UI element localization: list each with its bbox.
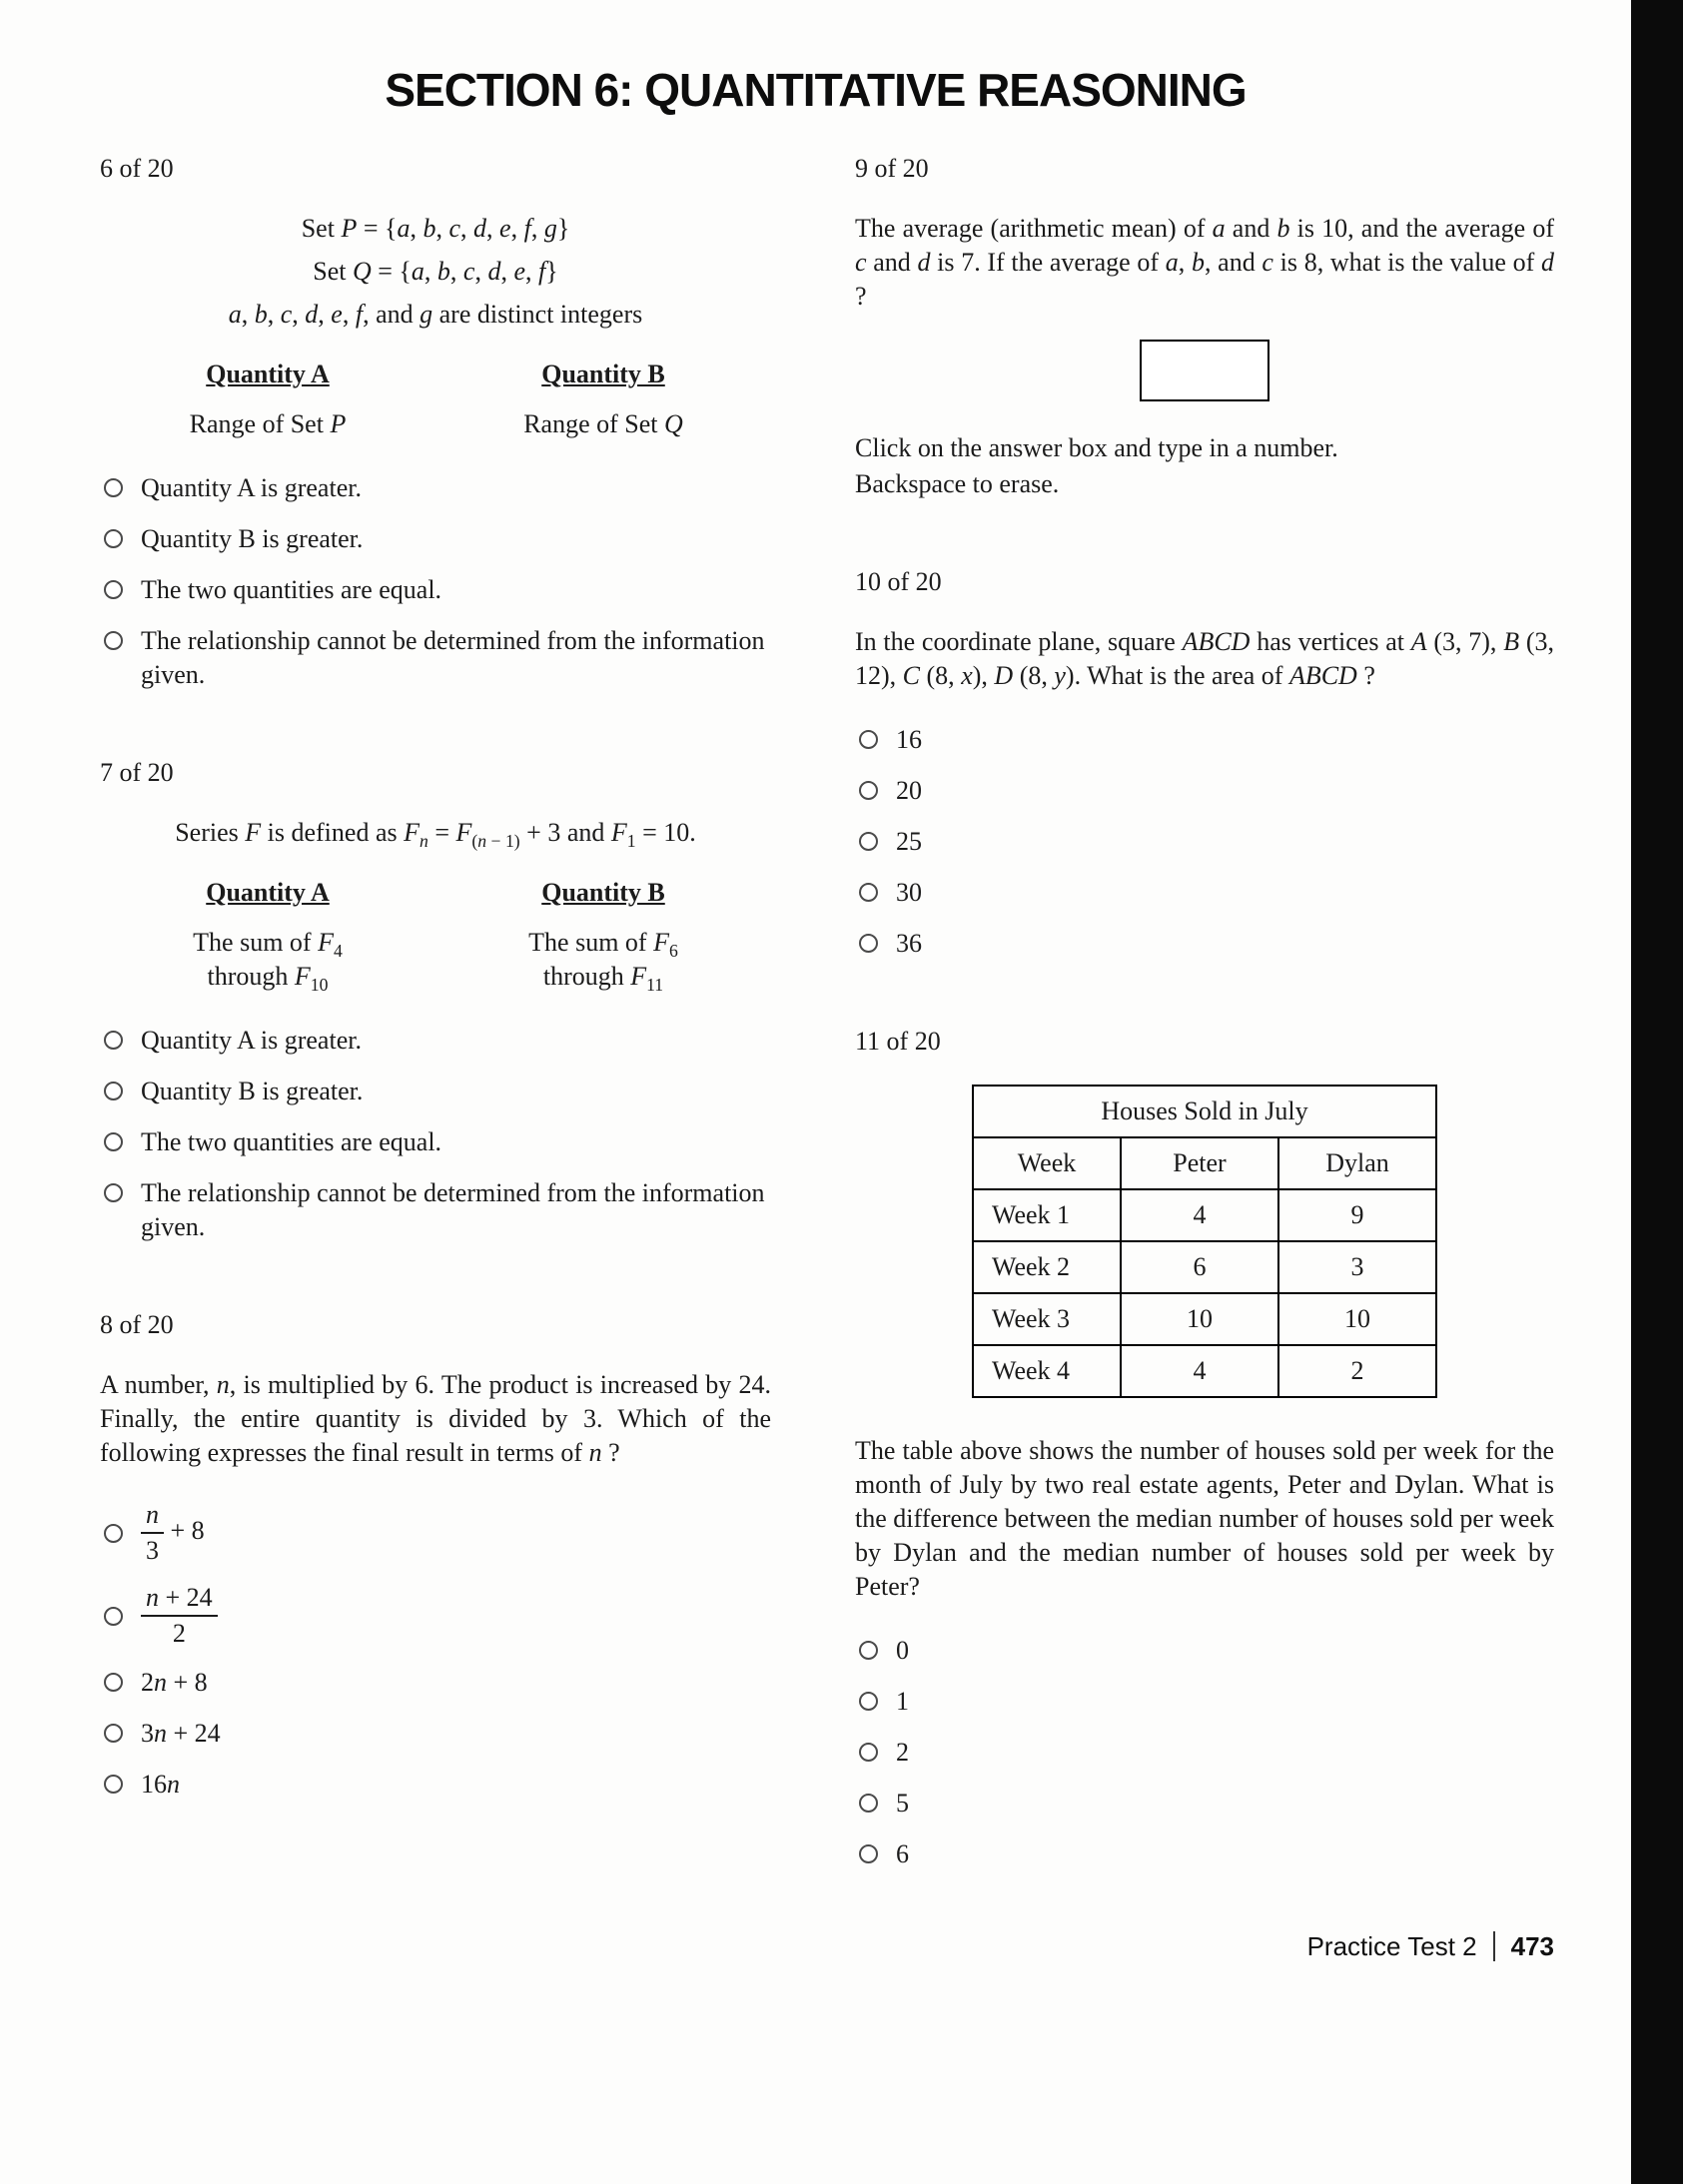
quantity-a-header: Quantity A (206, 878, 330, 907)
quantity-b-value: Range of Set Q (523, 409, 683, 438)
radio-icon[interactable] (859, 781, 878, 800)
answer-option-label: The relationship cannot be determined from the information given. (141, 626, 765, 689)
answer-option-label: Quantity B is greater. (141, 524, 364, 553)
table-cell: Week 1 (973, 1189, 1121, 1241)
answer-option[interactable] (855, 927, 1554, 961)
answer-option[interactable] (100, 1075, 771, 1108)
instruction-line: Click on the answer box and type in a number. (855, 433, 1338, 462)
footer-page-number: 473 (1493, 1931, 1554, 1961)
answer-option-label: 0 (896, 1636, 909, 1665)
table-cell: 4 (1121, 1189, 1278, 1241)
question-number: 6 of 20 (100, 154, 174, 183)
answer-option[interactable] (855, 1787, 1554, 1820)
answer-option-label: 2 (896, 1738, 909, 1767)
radio-icon[interactable] (859, 1794, 878, 1813)
question-11-options (855, 1634, 1554, 1871)
question-6-options (100, 471, 771, 692)
table-row (973, 1345, 1436, 1397)
given-line: Set P = {a, b, c, d, e, f, g} (301, 214, 570, 243)
answer-option-label: 16 (896, 725, 922, 754)
radio-icon[interactable] (859, 934, 878, 953)
table-cell: 9 (1278, 1189, 1436, 1241)
question-6 (100, 152, 771, 692)
radio-icon[interactable] (104, 1082, 123, 1100)
answer-option[interactable] (855, 1837, 1554, 1871)
answer-option[interactable] (855, 774, 1554, 808)
question-9 (855, 152, 1554, 501)
table-cell: Week 4 (973, 1345, 1121, 1397)
footer-label: Practice Test 2 (1306, 1931, 1477, 1961)
quantity-values (100, 926, 771, 994)
radio-icon[interactable] (104, 1183, 123, 1202)
table-col-header-peter: Peter (1121, 1137, 1278, 1189)
radio-icon[interactable] (859, 1641, 878, 1660)
table-row (973, 1241, 1436, 1293)
question-10-options (855, 723, 1554, 961)
page-edge-bar (1631, 0, 1683, 2184)
numeric-answer-box[interactable] (1140, 340, 1269, 401)
answer-option-label: 3n + 24 (141, 1719, 221, 1748)
table-cell: 2 (1278, 1345, 1436, 1397)
houses-sold-table (972, 1085, 1437, 1398)
answer-option[interactable] (100, 1768, 771, 1802)
page-footer (855, 1931, 1554, 1962)
radio-icon[interactable] (104, 1031, 123, 1050)
radio-icon[interactable] (859, 1844, 878, 1863)
answer-option-label: 16n (141, 1770, 180, 1799)
question-7-options (100, 1024, 771, 1244)
quantity-headers (100, 358, 771, 391)
question-11-stem: The table above shows the number of houses sold per week for the month of July by two real estate agents, Peter and Dylan. What is the difference between the median number of houses sold per week by Dylan and the median number of houses sold per week by Peter? (855, 1436, 1554, 1601)
quantity-a-header: Quantity A (206, 360, 330, 388)
table-cell: 6 (1121, 1241, 1278, 1293)
answer-option[interactable] (100, 1666, 771, 1700)
answer-option[interactable] (855, 1736, 1554, 1770)
radio-icon[interactable] (104, 1775, 123, 1794)
answer-option-label: 30 (896, 878, 922, 907)
answer-option-label: 36 (896, 929, 922, 958)
answer-option-label: 5 (896, 1789, 909, 1818)
answer-option[interactable] (855, 825, 1554, 859)
answer-option-label: 6 (896, 1839, 909, 1868)
table-cell: 3 (1278, 1241, 1436, 1293)
answer-option[interactable] (100, 1024, 771, 1058)
question-number: 9 of 20 (855, 154, 929, 183)
instruction-line: Backspace to erase. (855, 469, 1060, 498)
answer-option-label: Quantity A is greater. (141, 473, 362, 502)
radio-icon[interactable] (104, 631, 123, 650)
answer-option-label: Quantity B is greater. (141, 1077, 364, 1105)
question-10 (855, 565, 1554, 961)
answer-option[interactable] (855, 1634, 1554, 1668)
answer-option[interactable] (100, 522, 771, 556)
radio-icon[interactable] (104, 478, 123, 497)
question-7-stem: Series F is defined as $F_n = F_{(n - 1)} + 3$ and $F_1 = 10$. (175, 818, 696, 852)
question-9-stem: The average (arithmetic mean) of a and b is 10, and the average of c and d is 7. If the average of a, b, and c is 8, what is the value of d ? (855, 214, 1555, 311)
question-10-stem: In the coordinate plane, square ABCD has vertices at A (3, 7), B (3, 12), C (8, x), D (8, y). What is the area of ABCD ? (855, 627, 1554, 690)
radio-icon[interactable] (104, 1724, 123, 1743)
answer-option[interactable] (100, 624, 771, 692)
left-column (100, 152, 771, 1865)
table-col-header-week: Week (973, 1137, 1121, 1189)
answer-option[interactable] (855, 1685, 1554, 1719)
question-number: 7 of 20 (100, 758, 174, 787)
quantity-a-value: The sum of $F_4$ through $F_{10}$ (193, 928, 343, 996)
answer-option[interactable] (100, 1125, 771, 1159)
answer-option[interactable] (100, 1500, 771, 1566)
answer-option-label: 2n + 8 (141, 1668, 208, 1697)
answer-option-label: 1 (896, 1687, 909, 1716)
quantity-b-value: The sum of $F_6$ through $F_{11}$ (528, 928, 678, 996)
answer-option[interactable] (855, 876, 1554, 910)
answer-option-label: 25 (896, 827, 922, 856)
radio-icon[interactable] (104, 529, 123, 548)
answer-box-instructions (855, 431, 1554, 501)
radio-icon[interactable] (104, 1607, 123, 1626)
radio-icon[interactable] (859, 1743, 878, 1762)
answer-option[interactable] (100, 1717, 771, 1751)
answer-option-label: Quantity A is greater. (141, 1026, 362, 1055)
answer-option-label: $\frac{n}{3}$ + 8 (141, 1500, 771, 1566)
question-number: 10 of 20 (855, 567, 942, 596)
table-row (973, 1189, 1436, 1241)
right-column (855, 152, 1554, 1935)
quantity-b-header: Quantity B (541, 878, 665, 907)
quantity-values (100, 407, 771, 441)
answer-option[interactable] (100, 1176, 771, 1244)
given-line: a, b, c, d, e, f, and g are distinct integers (228, 300, 643, 329)
radio-icon[interactable] (859, 832, 878, 851)
quantity-headers (100, 876, 771, 910)
question-8 (100, 1308, 771, 1802)
answer-option-label: The two quantities are equal. (141, 1127, 442, 1156)
answer-option-label: 20 (896, 776, 922, 805)
radio-icon[interactable] (859, 883, 878, 902)
question-6-given (100, 212, 771, 332)
quantity-a-value: Range of Set P (189, 409, 347, 438)
radio-icon[interactable] (104, 1673, 123, 1692)
answer-option-label: The two quantities are equal. (141, 575, 442, 604)
table-cell: Week 2 (973, 1241, 1121, 1293)
quantity-b-header: Quantity B (541, 360, 665, 388)
answer-option-label: $\frac{n + 24}{2}$ (141, 1583, 771, 1649)
radio-icon[interactable] (859, 1692, 878, 1711)
radio-icon[interactable] (104, 1132, 123, 1151)
question-11 (855, 1025, 1554, 1871)
answer-option[interactable] (100, 471, 771, 505)
question-8-stem: A number, n, is multiplied by 6. The product is increased by 24. Finally, the entire quantity is divided by 3. Which of the following expresses the final result in terms of n ? (100, 1370, 771, 1467)
table-cell: 4 (1121, 1345, 1278, 1397)
question-8-options (100, 1500, 771, 1802)
table-cell: 10 (1278, 1293, 1436, 1345)
table-row (973, 1293, 1436, 1345)
section-title: SECTION 6: QUANTITATIVE REASONING (385, 63, 1247, 116)
question-number: 8 of 20 (100, 1310, 174, 1339)
radio-icon[interactable] (104, 1524, 123, 1543)
answer-option[interactable] (855, 723, 1554, 757)
question-7 (100, 756, 771, 1244)
table-col-header-dylan: Dylan (1278, 1137, 1436, 1189)
table-title: Houses Sold in July (973, 1086, 1436, 1137)
question-number: 11 of 20 (855, 1027, 941, 1056)
answer-option[interactable] (100, 1583, 771, 1649)
given-line: Set Q = {a, b, c, d, e, f} (313, 257, 558, 286)
answer-option-label: The relationship cannot be determined from the information given. (141, 1178, 765, 1241)
table-cell: 10 (1121, 1293, 1278, 1345)
answer-option[interactable] (100, 573, 771, 607)
radio-icon[interactable] (104, 580, 123, 599)
table-cell: Week 3 (973, 1293, 1121, 1345)
radio-icon[interactable] (859, 730, 878, 749)
